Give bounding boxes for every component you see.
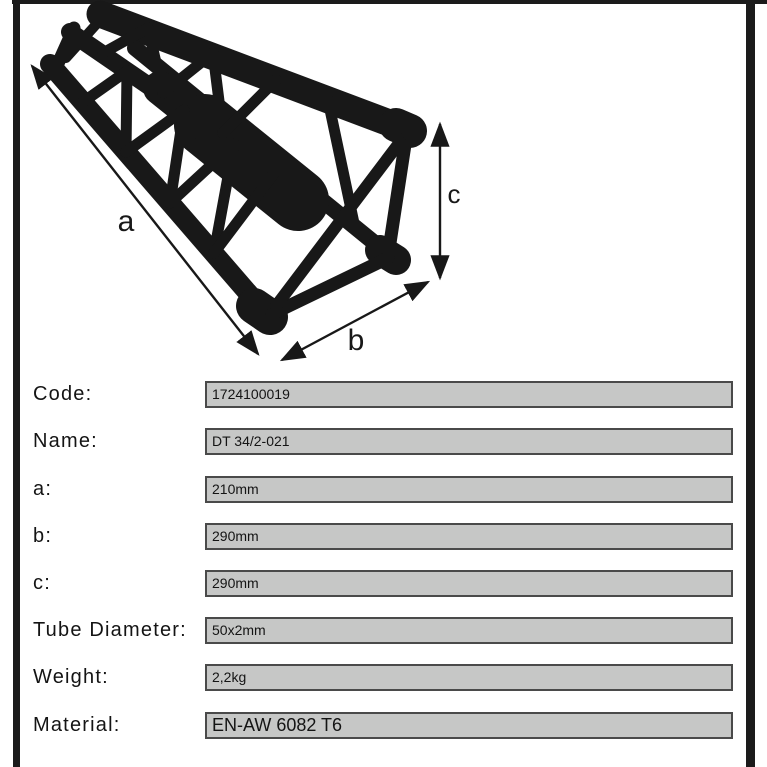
- form-row-weight: [0, 664, 767, 691]
- form-row-a: [0, 476, 767, 503]
- dimension-label-c: c: [447, 179, 461, 209]
- field-label-material: Material:: [33, 714, 121, 736]
- form-row-name: [0, 428, 767, 455]
- field-value-b[interactable]: 290mm: [205, 523, 733, 550]
- field-value-a[interactable]: 210mm: [205, 476, 733, 503]
- field-label-b: b:: [33, 525, 53, 547]
- field-label-code: Code:: [33, 383, 93, 405]
- field-label-a: a:: [33, 478, 53, 500]
- field-value-code[interactable]: 1724100019: [205, 381, 733, 408]
- dimension-label-b: b: [347, 324, 365, 357]
- field-value-material[interactable]: EN-AW 6082 T6: [205, 712, 733, 739]
- field-label-c: c:: [33, 572, 51, 594]
- form-row-material: [0, 712, 767, 739]
- dimension-label-a: a: [117, 205, 135, 238]
- form-row-b: [0, 523, 767, 550]
- form-row-c: [0, 570, 767, 597]
- form-row-code: [0, 381, 767, 408]
- field-label-tube-diameter: Tube Diameter:: [33, 619, 187, 641]
- field-value-weight[interactable]: 2,2kg: [205, 664, 733, 691]
- field-value-c[interactable]: 290mm: [205, 570, 733, 597]
- form-row-tube-diameter: [0, 617, 767, 644]
- field-label-name: Name:: [33, 430, 98, 452]
- field-label-weight: Weight:: [33, 666, 109, 688]
- field-value-tube-diameter[interactable]: 50x2mm: [205, 617, 733, 644]
- field-value-name[interactable]: DT 34/2-021: [205, 428, 733, 455]
